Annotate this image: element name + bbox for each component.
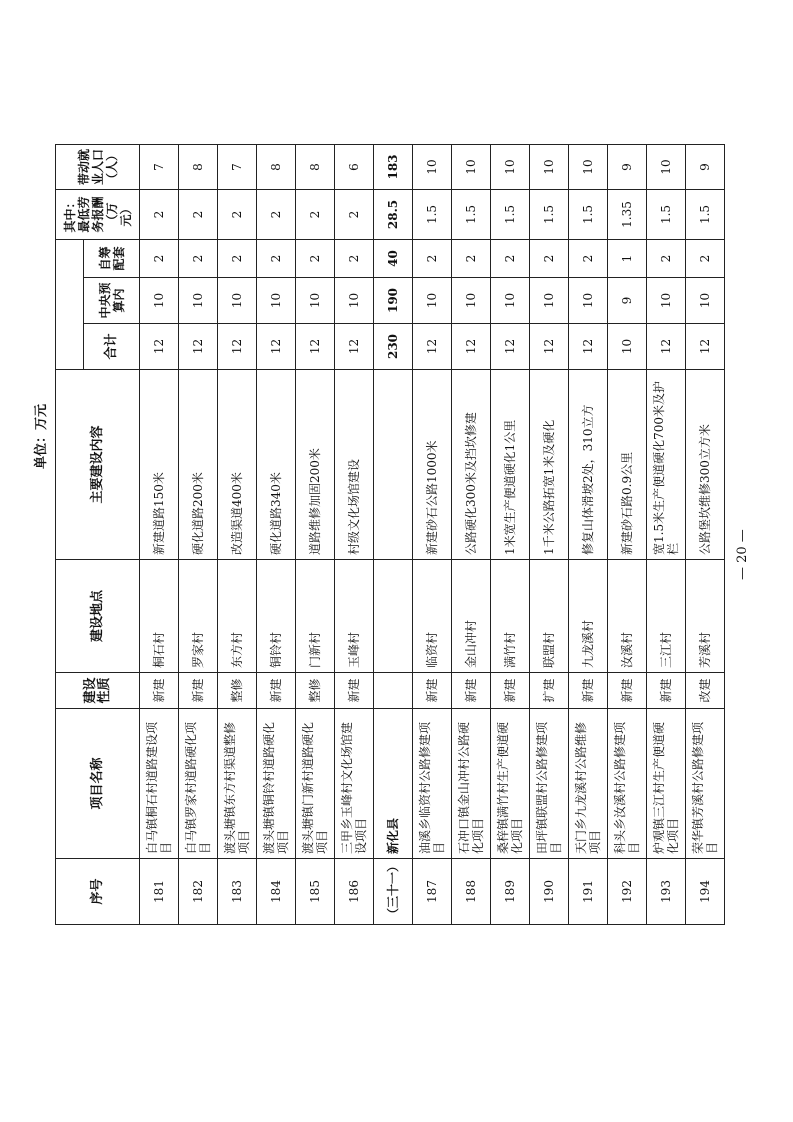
cell-name: 白马镇罗家村道路硬化项目: [178, 709, 217, 859]
cell-total: 12: [685, 324, 724, 370]
cell-central: 10: [529, 278, 568, 324]
cell-nature: 新建: [451, 673, 490, 709]
cell-name: 新化县: [373, 709, 412, 859]
cell-location: 东方村: [217, 560, 256, 673]
cell-content: 新建道路150米: [139, 370, 178, 560]
cell-location: 临资村: [412, 560, 451, 673]
cell-labor: 2: [334, 190, 373, 240]
cell-seq: 181: [139, 859, 178, 925]
cell-self: 2: [490, 240, 529, 278]
cell-name: 天门乡九龙溪村公路维修项目: [568, 709, 607, 859]
cell-jobs: 10: [646, 145, 685, 190]
cell-total: 12: [256, 324, 295, 370]
cell-seq: 184: [256, 859, 295, 925]
cell-self: 2: [529, 240, 568, 278]
cell-total: 12: [295, 324, 334, 370]
cell-name: 渡头塘镇东方村渠道整修项目: [217, 709, 256, 859]
unit-label: 单位：万元: [33, 403, 49, 469]
cell-nature: 改建: [685, 673, 724, 709]
cell-seq: 188: [451, 859, 490, 925]
cell-nature: 新建: [139, 673, 178, 709]
cell-nature: 新建: [178, 673, 217, 709]
cell-central: 10: [256, 278, 295, 324]
cell-labor: 2: [217, 190, 256, 240]
table-row: [178, 145, 217, 925]
cell-self: 1: [607, 240, 646, 278]
cell-name: 田坪镇联盟村公路修建项目: [529, 709, 568, 859]
table-group-row: [373, 145, 412, 925]
cell-nature: 新建: [490, 673, 529, 709]
cell-jobs: 7: [217, 145, 256, 190]
table-row: [217, 145, 256, 925]
cell-self: 2: [217, 240, 256, 278]
cell-name: 石冲口镇金山冲村公路硬化项目: [451, 709, 490, 859]
cell-jobs: 7: [139, 145, 178, 190]
cell-content: 改造渠道400米: [217, 370, 256, 560]
header-jobs: 带动就业人口（人）: [55, 145, 139, 190]
cell-labor: 2: [178, 190, 217, 240]
cell-nature: 新建: [256, 673, 295, 709]
table-row: [529, 145, 568, 925]
cell-jobs: 10: [529, 145, 568, 190]
cell-seq: 194: [685, 859, 724, 925]
cell-jobs: 10: [490, 145, 529, 190]
cell-content: 公路硬化300米及挡坎修建: [451, 370, 490, 560]
cell-name: 桑梓镇满竹村生产便道硬化项目: [490, 709, 529, 859]
cell-seq: 191: [568, 859, 607, 925]
header-nature: 建设性质: [55, 673, 139, 709]
table-row: [607, 145, 646, 925]
cell-jobs: 8: [178, 145, 217, 190]
cell-total: 12: [139, 324, 178, 370]
cell-nature: 新建: [334, 673, 373, 709]
cell-seq: 186: [334, 859, 373, 925]
cell-name: 三甲乡玉峰村文化场馆建设项目: [334, 709, 373, 859]
cell-central: 190: [373, 278, 412, 324]
cell-seq: 193: [646, 859, 685, 925]
cell-location: 铜铃村: [256, 560, 295, 673]
cell-labor: 2: [139, 190, 178, 240]
cell-labor: 2: [295, 190, 334, 240]
cell-central: 10: [178, 278, 217, 324]
cell-content: 公路堡坎维修300立方米: [685, 370, 724, 560]
cell-self: 2: [334, 240, 373, 278]
cell-seq: （三十一）: [373, 859, 412, 925]
cell-total: 12: [178, 324, 217, 370]
header-content: 主要建设内容: [55, 370, 139, 560]
cell-labor: 1.5: [646, 190, 685, 240]
cell-name: 渡头塘镇铜铃村道路硬化项目: [256, 709, 295, 859]
cell-nature: 新建: [646, 673, 685, 709]
header-labor: 其中：最低劳务报酬（万元）: [55, 190, 139, 240]
cell-content: 修复山体滑坡2处，310立方: [568, 370, 607, 560]
cell-name: 科头乡汝溪村公路修建项目: [607, 709, 646, 859]
cell-central: 9: [607, 278, 646, 324]
header-self: 自筹配套: [83, 240, 139, 278]
cell-nature: [373, 673, 412, 709]
cell-labor: 1.5: [490, 190, 529, 240]
cell-central: 10: [139, 278, 178, 324]
cell-self: 2: [685, 240, 724, 278]
cell-seq: 192: [607, 859, 646, 925]
cell-seq: 190: [529, 859, 568, 925]
cell-central: 10: [334, 278, 373, 324]
cell-jobs: 8: [256, 145, 295, 190]
table-row: [412, 145, 451, 925]
cell-jobs: 10: [568, 145, 607, 190]
cell-total: 12: [646, 324, 685, 370]
cell-labor: 1.5: [529, 190, 568, 240]
cell-total: 12: [568, 324, 607, 370]
table-body: [139, 145, 724, 925]
table-row: [646, 145, 685, 925]
cell-content: [373, 370, 412, 560]
cell-self: 2: [412, 240, 451, 278]
cell-nature: 新建: [412, 673, 451, 709]
cell-self: 2: [178, 240, 217, 278]
cell-location: 满竹村: [490, 560, 529, 673]
cell-labor: 1.5: [568, 190, 607, 240]
cell-content: 村级文化场馆建设: [334, 370, 373, 560]
project-table: [55, 144, 725, 925]
cell-central: 10: [646, 278, 685, 324]
table-row: [451, 145, 490, 925]
cell-content: 硬化道路340米: [256, 370, 295, 560]
cell-central: 10: [451, 278, 490, 324]
cell-location: 联盟村: [529, 560, 568, 673]
cell-location: 汝溪村: [607, 560, 646, 673]
cell-total: 12: [529, 324, 568, 370]
cell-content: 道路维修加固200米: [295, 370, 334, 560]
cell-location: 罗家村: [178, 560, 217, 673]
cell-jobs: 9: [685, 145, 724, 190]
cell-central: 10: [490, 278, 529, 324]
cell-content: 1米宽生产便道硬化1公里: [490, 370, 529, 560]
cell-total: 12: [334, 324, 373, 370]
cell-location: 门新村: [295, 560, 334, 673]
cell-seq: 189: [490, 859, 529, 925]
cell-location: 三江村: [646, 560, 685, 673]
table-row: [139, 145, 178, 925]
cell-jobs: 8: [295, 145, 334, 190]
cell-total: 12: [451, 324, 490, 370]
cell-nature: 整修: [217, 673, 256, 709]
cell-name: 油溪乡临资村公路修建项目: [412, 709, 451, 859]
header-seq: 序号: [55, 859, 139, 925]
table-row: [295, 145, 334, 925]
cell-central: 10: [295, 278, 334, 324]
cell-content: 1千米公路拓宽1米及硬化: [529, 370, 568, 560]
table-row: [685, 145, 724, 925]
cell-self: 2: [451, 240, 490, 278]
cell-nature: 扩建: [529, 673, 568, 709]
cell-labor: 1.35: [607, 190, 646, 240]
cell-self: 2: [139, 240, 178, 278]
header-total: 合计: [83, 324, 139, 370]
cell-total: 10: [607, 324, 646, 370]
cell-location: 桐石村: [139, 560, 178, 673]
cell-total: 230: [373, 324, 412, 370]
cell-central: 10: [685, 278, 724, 324]
cell-labor: 28.5: [373, 190, 412, 240]
cell-content: 新建砂石路0.9公里: [607, 370, 646, 560]
cell-name: 炉观镇三江村生产便道硬化项目: [646, 709, 685, 859]
cell-location: 金山冲村: [451, 560, 490, 673]
cell-content: 新建砂石公路1000米: [412, 370, 451, 560]
cell-jobs: 9: [607, 145, 646, 190]
cell-location: 芳溪村: [685, 560, 724, 673]
cell-nature: 新建: [568, 673, 607, 709]
cell-name: 荣华镇芳溪村公路修建项目: [685, 709, 724, 859]
rotated-page: [31, 145, 763, 925]
cell-name: 渡头塘镇门新村道路硬化项目: [295, 709, 334, 859]
cell-total: 12: [217, 324, 256, 370]
cell-seq: 185: [295, 859, 334, 925]
cell-labor: 1.5: [685, 190, 724, 240]
cell-location: 玉峰村: [334, 560, 373, 673]
cell-jobs: 6: [334, 145, 373, 190]
cell-labor: 1.5: [412, 190, 451, 240]
cell-total: 12: [412, 324, 451, 370]
cell-nature: 新建: [607, 673, 646, 709]
cell-central: 10: [568, 278, 607, 324]
cell-nature: 整修: [295, 673, 334, 709]
cell-labor: 1.5: [451, 190, 490, 240]
cell-self: 2: [295, 240, 334, 278]
cell-self: 2: [256, 240, 295, 278]
cell-self: 2: [568, 240, 607, 278]
table-row: [334, 145, 373, 925]
cell-self: 2: [646, 240, 685, 278]
table-row: [256, 145, 295, 925]
cell-self: 40: [373, 240, 412, 278]
header-name: 项目名称: [55, 709, 139, 859]
cell-location: [373, 560, 412, 673]
header-location: 建设地点: [55, 560, 139, 673]
cell-total: 12: [490, 324, 529, 370]
page-number: — 20 —: [735, 529, 750, 580]
table-row: [568, 145, 607, 925]
cell-labor: 2: [256, 190, 295, 240]
cell-name: 白马镇桐石村道路建设项目: [139, 709, 178, 859]
cell-central: 10: [412, 278, 451, 324]
cell-seq: 182: [178, 859, 217, 925]
cell-jobs: 10: [451, 145, 490, 190]
cell-location: 九龙溪村: [568, 560, 607, 673]
cell-central: 10: [217, 278, 256, 324]
table-row: [490, 145, 529, 925]
cell-seq: 187: [412, 859, 451, 925]
cell-jobs: 183: [373, 145, 412, 190]
header-central: 中央预算内: [83, 278, 139, 324]
cell-jobs: 10: [412, 145, 451, 190]
cell-content: 硬化道路200米: [178, 370, 217, 560]
cell-seq: 183: [217, 859, 256, 925]
header-funding-group: [55, 240, 83, 370]
cell-content: 宽1.5米生产便道硬化700米及护栏: [646, 370, 685, 560]
